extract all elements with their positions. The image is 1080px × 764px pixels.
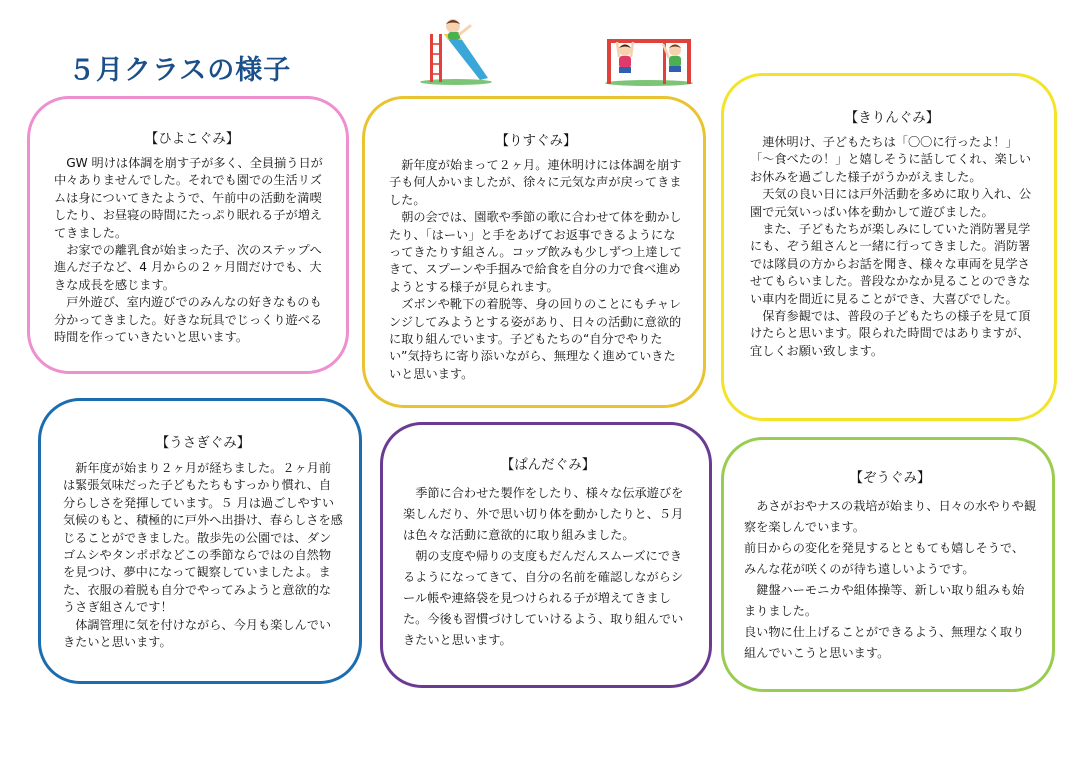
card-zou-heading: 【ぞうぐみ】	[849, 470, 931, 486]
card-panda-paragraph: 朝の支度や帰りの支度もだんだんスムーズにできるようになってきて、自分の名前を確認しながらシール帳や連絡袋を見つけられる子が増えてきました。今後も習慣づけしていけるよう、取り組んでいきたいと思います。	[403, 549, 684, 647]
card-zou-paragraph: 鍵盤ハーモニカや組体操等、新しい取り組みも始まりました。	[744, 583, 1025, 618]
page-title: ５月クラスの様子	[68, 55, 292, 86]
card-zou-paragraph: あさがおやナスの栽培が始まり、日々の水やりや観察を楽しんでいます。	[744, 499, 1037, 534]
card-hiyoko-heading: 【ひよこぐみ】	[144, 131, 240, 147]
card-usagi-heading: 【うさぎぐみ】	[155, 435, 251, 451]
card-panda	[380, 422, 712, 688]
card-usagi-paragraph: 新年度が始まり２ヶ月が経ちました。２ヶ月前は緊張気味だった子どもたちもすっかり慣れ、自分らしさを発揮しています。５ 月は過ごしやすい気候のもと、積極的に戸外へ出掛け、春らしさを感じることができました。散歩先の公園では、ダンゴムシやタンポポなどこの季節ならではの自然物を見つけ、夢中になって観察していましたよ。また、衣服の着脱も自分でやってみようと意欲的なうさぎ組さんです！	[63, 461, 343, 615]
card-risu	[362, 96, 706, 408]
card-panda-heading: 【ぱんだぐみ】	[500, 457, 596, 473]
card-kirin-paragraph: また、子どもたちが楽しみにしていた消防署見学にも、ぞう組さんと一緒に行ってきました。消防署では隊員の方からお話を聞き、様々な車両を見学させてもらいました。普段なかなか見ることのできない車内を間近に見ることができ、大喜びでした。	[750, 222, 1031, 306]
monkey-bars-illustration	[603, 34, 697, 86]
card-risu-heading: 【りすぐみ】	[495, 133, 577, 149]
card-usagi-paragraph: 体調管理に気を付けながら、今月も楽しんでいきたいと思います。	[63, 617, 332, 650]
card-hiyoko-paragraph: お家での離乳食が始まった子、次のステップへ進んだ子など、4 月からの２ヶ月間だけでも、大きな成長を感じます。	[54, 243, 322, 292]
card-usagi	[38, 398, 362, 684]
card-zou-body	[744, 496, 1036, 664]
slide-illustration	[414, 14, 494, 86]
card-hiyoko-paragraph: 戸外遊び、室内遊びでのみんなの好きなものも分かってきました。好きな玩具でじっくり遊べる時間を作っていきたいと思います。	[54, 295, 323, 345]
card-kirin-paragraph: 天気の良い日には戸外活動を多めに取り入れ、公園で元気いっぱい体を動かして遊びました。	[750, 187, 1032, 219]
card-panda-body	[403, 483, 693, 651]
card-kirin-heading: 【きりんぐみ】	[844, 110, 940, 126]
card-hiyoko-body	[54, 155, 330, 346]
card-zou-paragraph: 良い物に仕上げることができるよう、無理なく取り組んでいこうと思います。	[744, 625, 1025, 660]
card-panda-paragraph: 季節に合わせた製作をしたり、様々な伝承遊びを楽しんだり、外で思い切り体を動かしたりと、５月は色々な活動に意欲的に取り組みました。	[403, 486, 684, 542]
card-risu-paragraph: 新年度が始まって２ヶ月。連休明けには体調を崩す子も何人かいましたが、徐々に元気な声が戻ってきました。	[389, 158, 682, 207]
card-risu-body	[389, 157, 683, 383]
card-usagi-body	[63, 460, 343, 651]
card-kirin	[721, 73, 1057, 421]
card-risu-paragraph: 朝の会では、園歌や季節の歌に合わせて体を動かしたり、「はーい」と手をあげてお返事できるようになってきたりす組さん。コップ飲みも少しずつ上達してきて、スプーンや手掴みで給食を自分の力で食べ進めようとする様子が見られます。	[389, 210, 682, 294]
card-hiyoko-paragraph: GW 明けは体調を崩す子が多く、全員揃う日が中々ありませんでした。それでも園での生活リズムは身についてきたようで、午前中の活動を満喫したり、お昼寝の時間にたっぷり眠れる子が増えてきました。	[54, 156, 323, 240]
card-kirin-body	[750, 134, 1034, 360]
card-hiyoko	[27, 96, 349, 374]
card-risu-paragraph: ズボンや靴下の着脱等、身の回りのことにもチャレンジしてみようとする姿があり、日々の活動に意欲的に取り組んでいます。子どもたちの“自分でやりたい”気持ちに寄り添いながら、無理なく進めていきたいと思います。	[389, 297, 682, 381]
card-zou	[721, 437, 1055, 692]
card-zou-paragraph: 前日からの変化を発見するとともても嬉しそうで、みんな花が咲くのが待ち遠しいようです。	[744, 541, 1025, 576]
card-kirin-paragraph: 保育参観では、普段の子どもたちの様子を見て頂けたらと思います。限られた時間ではありますが、宜しくお願い致します。	[750, 309, 1031, 358]
card-kirin-paragraph: 連休明け、子どもたちは「〇〇に行ったよ！」「～食べたの！」と嬉しそうに話してくれ、楽しいお休みを過ごした様子がうかがえました。	[750, 135, 1032, 184]
